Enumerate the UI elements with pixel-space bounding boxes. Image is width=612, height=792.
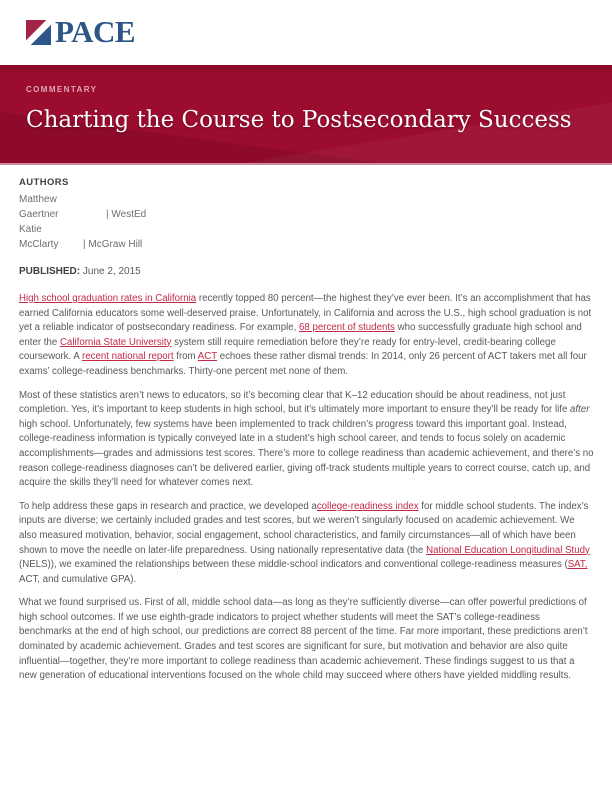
author-affiliation-separator: | bbox=[83, 239, 86, 250]
authors-heading: AUTHORS bbox=[19, 177, 69, 188]
site-header bbox=[0, 0, 612, 65]
author-name-line: Katie bbox=[19, 224, 42, 235]
paragraph-text: (NELS)), we examined the relationships between these middle-school indicators and conventional college-readiness measures ( bbox=[19, 559, 568, 571]
author-affiliation bbox=[106, 207, 146, 222]
paragraph-text: system still require remediation before they’re ready for entry-level, credit-bearing college coursework. A bbox=[19, 336, 556, 363]
paragraph-text: What we found surprised us. First of all, middle school data—as long as they’re sufficiently diverse—can offer powerful predictions of high school outcomes. If we use eighth-grade indicators to project whether students will meet the SAT’s college-readiness benchmarks at the end of high school, our predictions are correct 88 percent of the time. Far more important, these predictions aren’t dominated by academic achievement. Grades and test scores are significant for sure, but motivation and behavior are also quite influential—together, they’re more important to college readiness than academic achievement. These findings suggest to us that a new generation of educational interventions focused on the whole child may succeed where others have yielded middling results. bbox=[19, 597, 588, 682]
paragraph-text: Most of these statistics aren’t news to educators, so it’s becoming clear that K–12 education should be about readiness, not just completion. Yes, it’s important to keep students in high school, but it’s ultimately more important to ensure they’ll be ready for life bbox=[19, 389, 571, 416]
author-row bbox=[19, 222, 594, 252]
commentary-banner bbox=[0, 65, 612, 165]
published-line bbox=[19, 266, 594, 277]
paragraph-text: echoes these rather dismal trends: In 2014, only 26 percent of ACT takers met all four exams’ college-readiness benchmarks. Thirty-one percent met none of them. bbox=[19, 351, 587, 377]
inline-link[interactable]: recent national report bbox=[82, 351, 174, 363]
paragraph-text: for middle school students. The index’s inputs are diverse; we certainly included grades and test scores, but we weren’t singularly focused on academic achievement. We also measured motivation, behavior, social engagement, school characteristics, and family circumstances—all of which have been shown to move the needle on later-life preparedness. Using nationally representative data (the bbox=[19, 500, 589, 556]
author-name bbox=[19, 222, 83, 252]
pace-logo-icon bbox=[26, 20, 51, 45]
article-paragraph bbox=[19, 389, 594, 491]
author-affiliation bbox=[83, 237, 142, 252]
author-name-line: Gaertner bbox=[19, 209, 59, 220]
article-content bbox=[0, 165, 612, 684]
inline-link[interactable]: SAT, bbox=[567, 559, 588, 571]
inline-link[interactable]: California State University bbox=[59, 336, 172, 348]
author-name bbox=[19, 192, 106, 222]
page-title: Charting the Course to Postsecondary Success bbox=[26, 107, 572, 133]
author-affiliation-separator: | bbox=[106, 209, 109, 220]
author-name-line: Matthew bbox=[19, 194, 57, 205]
authors-block bbox=[19, 177, 594, 252]
article-paragraph bbox=[19, 292, 594, 380]
paragraph-text: To help address these gaps in research and practice, we developed a bbox=[19, 500, 317, 512]
inline-link[interactable]: college-readiness index bbox=[316, 500, 419, 512]
emphasis-text: after bbox=[570, 404, 590, 416]
inline-link[interactable]: High school graduation rates in California bbox=[19, 293, 197, 304]
paragraph-text: ACT, and cumulative GPA). bbox=[19, 573, 137, 585]
article-paragraph bbox=[19, 596, 594, 684]
inline-link[interactable]: 68 percent of students bbox=[299, 322, 395, 334]
author-affiliation-name: WestEd bbox=[111, 209, 147, 220]
author-affiliation-name: McGraw Hill bbox=[88, 239, 143, 250]
paragraph-text: recently topped 80 percent—the highest they’ve ever been. It’s an accomplishment that has earned California educators some well-deserved praise. Unfortunately, in California and across the U.S., high school graduation is not yet a reliable indicator of postsecondary readiness. For example, bbox=[19, 293, 592, 334]
paragraph-text: who successfully graduate high school and enter the bbox=[19, 322, 582, 348]
article-body bbox=[19, 292, 594, 684]
paragraph-text: high school. Unfortunately, few systems have been implemented to track children’s progress toward this important goal. Instead, college-readiness information is typically conveyed late in a student’s high school career, and tends to focus solely on academic accomplishments—grades and admissions test scores. There’s more to college readiness than academic achievement, and there’s no reason college-readiness diagnoses can’t be delivered earlier, giving off-track students multiple years to correct course, catch up, and acquire the skills they’ll need for whatever comes next. bbox=[19, 418, 594, 489]
author-name-line: McClarty bbox=[19, 239, 59, 250]
inline-link[interactable]: ACT bbox=[197, 351, 217, 363]
article-paragraph bbox=[19, 500, 594, 588]
paragraph-text: from bbox=[173, 351, 198, 363]
published-date: June 2, 2015 bbox=[82, 266, 141, 277]
commentary-kicker: COMMENTARY bbox=[26, 85, 98, 94]
inline-link[interactable]: National Education Longitudinal Study bbox=[426, 544, 590, 556]
pace-wordmark: PACE bbox=[55, 14, 136, 49]
published-label: PUBLISHED: bbox=[19, 266, 81, 277]
author-row bbox=[19, 192, 594, 222]
pace-logo[interactable] bbox=[26, 14, 136, 49]
